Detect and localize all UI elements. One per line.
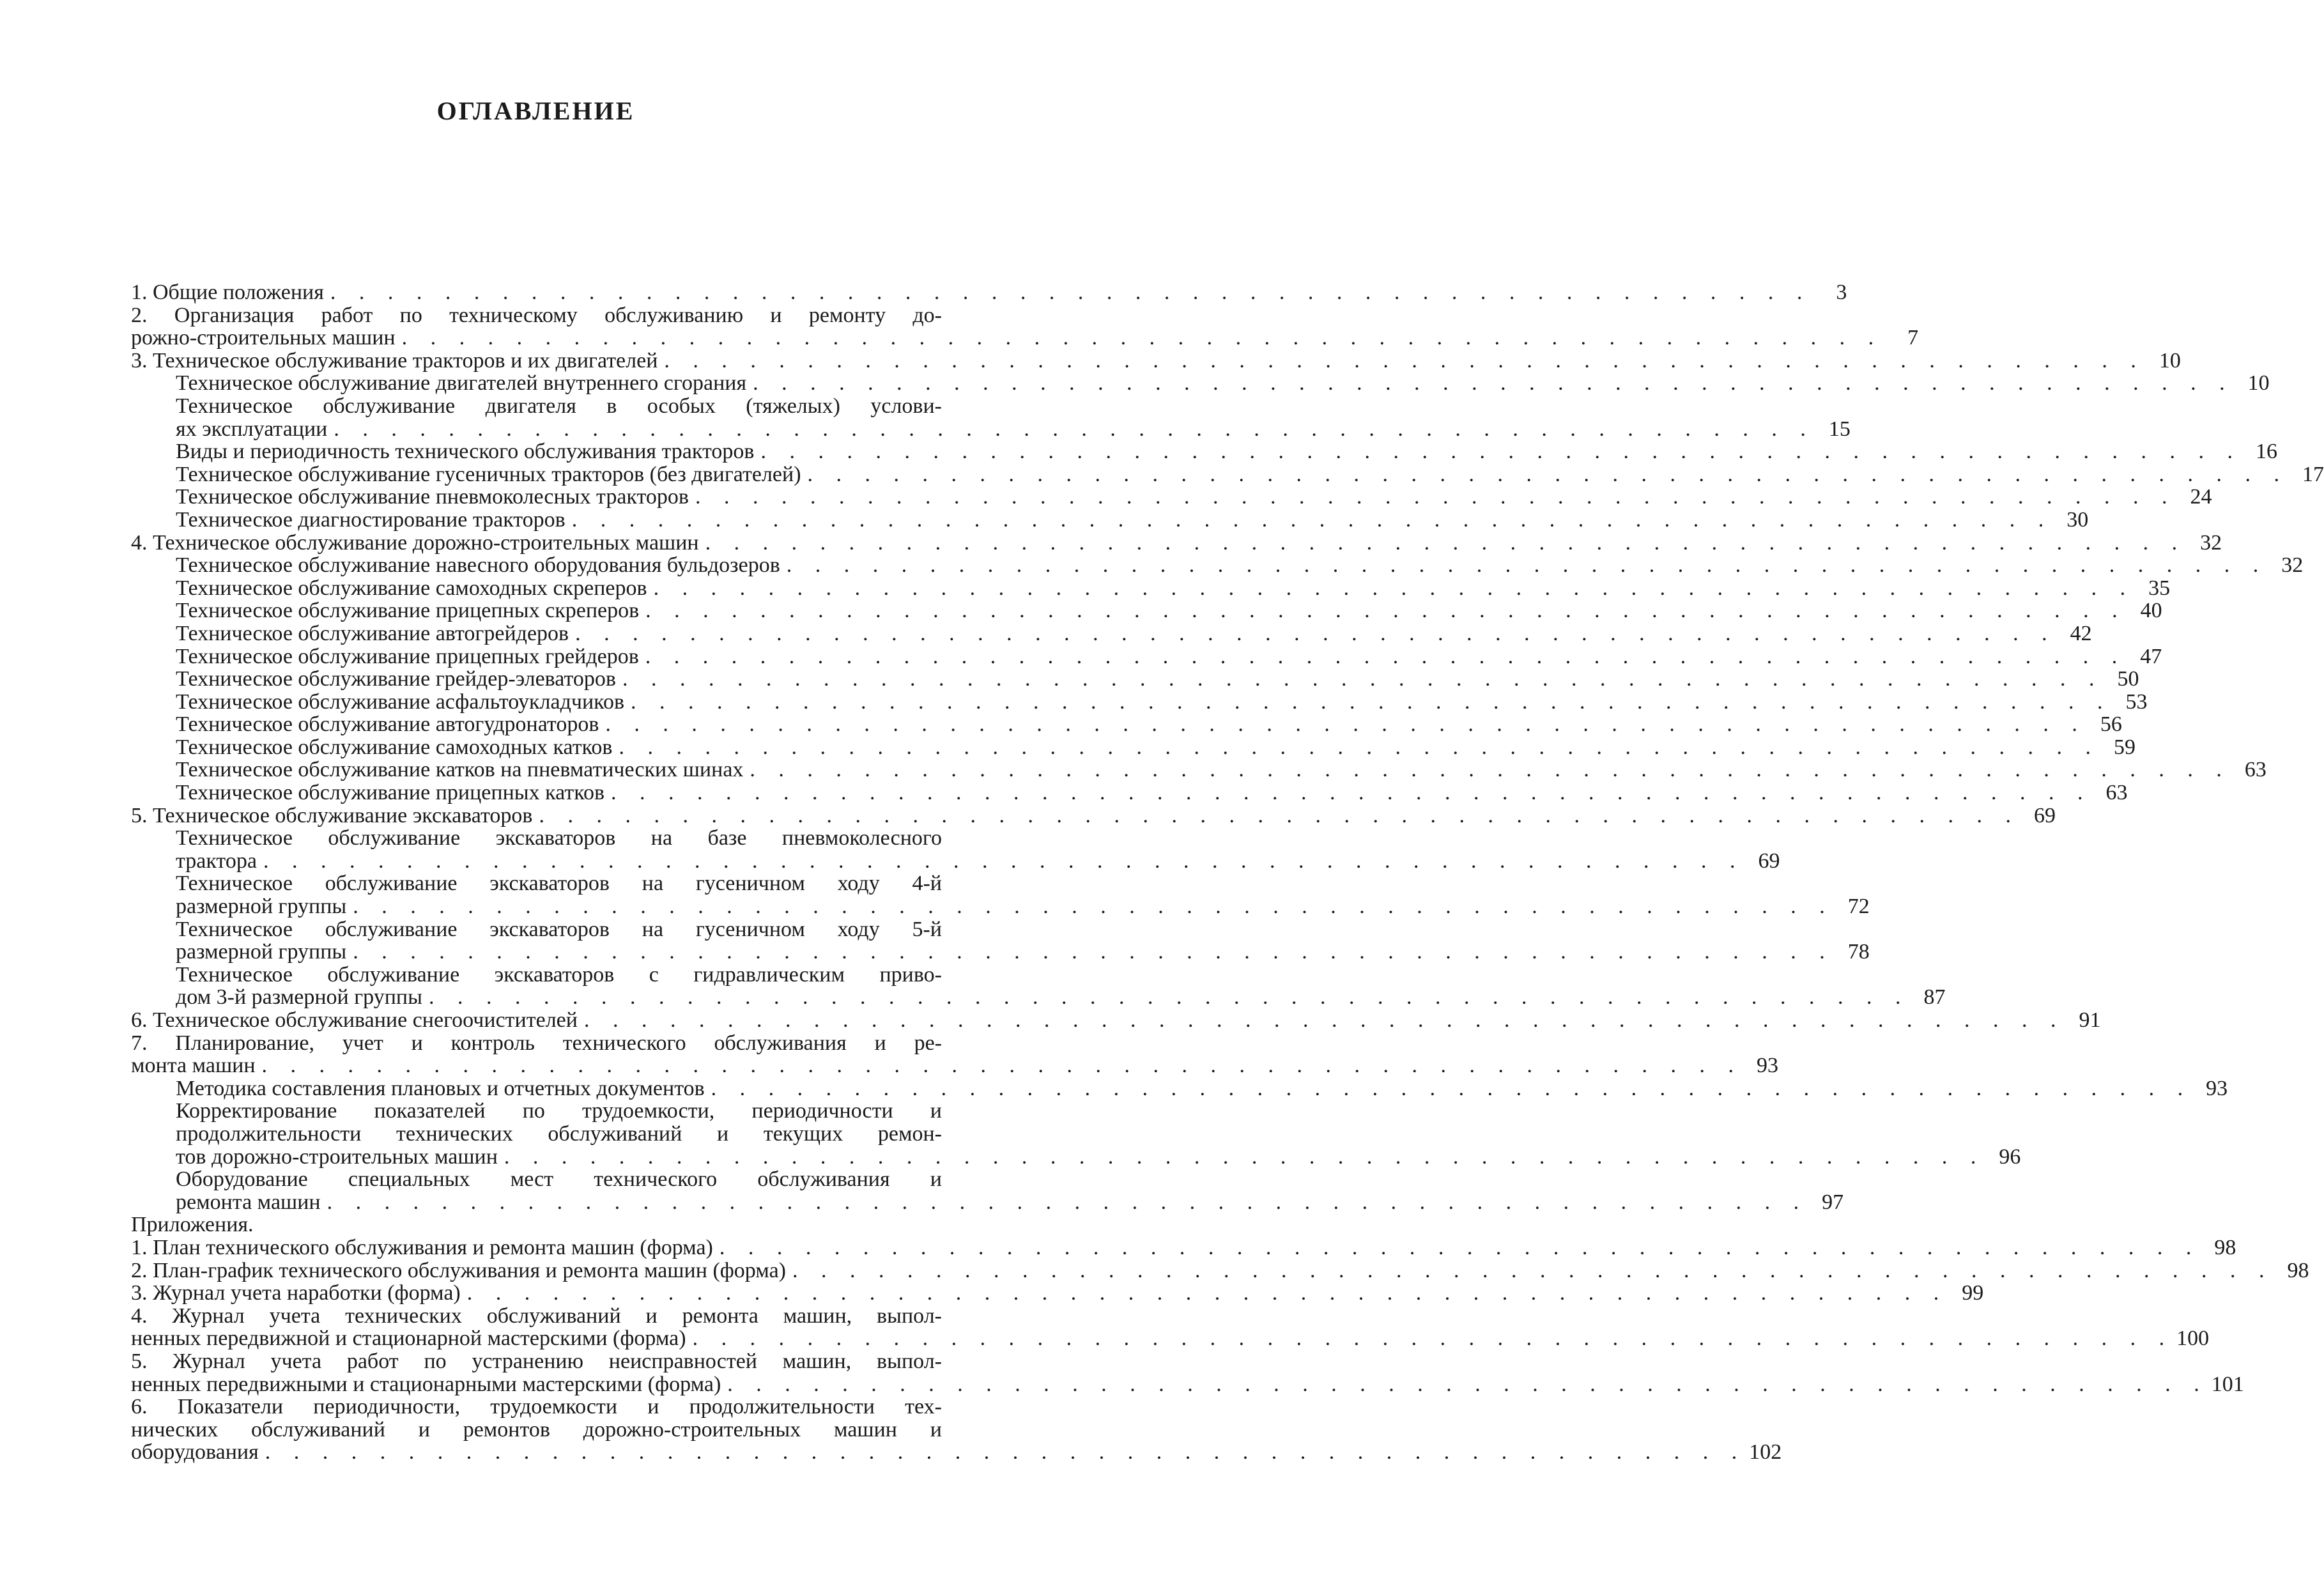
leader-dots: . . . . . . . . . . . . . . . . . . . . . . . . . . . . . . . . . . . . . . . . . . . . . . . . . . . . (605, 712, 2086, 737)
toc-entry-line (131, 1168, 978, 1191)
toc-entry-line (131, 1190, 1844, 1214)
toc-page-number: 69 (1758, 849, 1780, 873)
toc-entry-text: Техническое обслуживание асфальтоукладчиков (176, 689, 625, 714)
toc-entry (131, 1167, 1844, 1214)
leader-dots: . . . . . . . . . . . . . . . . . . . . . . . . . . . . . . . . . . . . . . . . . . . . . . . . . . . . (711, 1076, 2192, 1100)
leader-dots: . . . . . . . . . . . . . . . . . . . . . . . . . . . . . . . . . . . . . . . . . . . . . . . . . . . . (571, 507, 2053, 532)
toc-page-number: 97 (1822, 1190, 1844, 1214)
toc-entry-line (131, 1076, 2228, 1100)
leader-dots: . . . . . . . . . . . . . . . . . . . . . . . . . . . . . . . . . . . . . . . . . . . . . . . . . . . . (265, 1440, 1746, 1465)
toc-entry (131, 1303, 2210, 1351)
toc-entry (131, 1008, 2101, 1032)
toc-entry-text: Техническое обслуживание экскаваторов с гидравлическим приво- (176, 962, 942, 987)
toc-entry-text: 4. Техническое обслуживание дорожно-строительных машин (131, 530, 699, 555)
toc-entry-text: 6. Показатели периодичности, трудоемкости и продолжительности тех- (131, 1395, 942, 1419)
toc-section-heading: Приложения. (131, 1213, 254, 1237)
toc-entry-text: 5. Журнал учета работ по устранению неисправностей машин, выпол- (131, 1349, 942, 1373)
toc-page-number: 87 (1923, 985, 1946, 1010)
toc-page-number: 99 (1962, 1281, 1984, 1305)
toc-page-number: 40 (2140, 599, 2162, 623)
toc-entry-line (131, 918, 978, 941)
leader-dots: . . . . . . . . . . . . . . . . . . . . . . . . . . . . . . . . . . . . . . . . . . . . . . . . . . . . (619, 735, 2100, 759)
toc-page-number: 50 (2117, 667, 2139, 691)
toc-entry-line (131, 304, 978, 327)
toc-entry-text: Техническое обслуживание прицепных грейдеров (176, 644, 639, 668)
toc-entry-line (131, 371, 2270, 396)
toc-entry (131, 872, 1870, 919)
toc-page-number: 56 (2100, 712, 2122, 737)
leader-dots: . . . . . . . . . . . . . . . . . . . . . . . . . . . . . . . . . . . . . . . . . . . . . . . . . . . . (692, 1326, 2174, 1351)
toc-entry (131, 644, 2162, 668)
toc-entry (131, 781, 2128, 805)
toc-entry-line (131, 1054, 1779, 1078)
toc-page-number: 96 (1999, 1144, 2021, 1169)
leader-dots: . . . . . . . . . . . . . . . . . . . . . . . . . . . . . . . . . . . . . . . . . . . . . . . . . . . . (353, 940, 1834, 964)
toc-entry (131, 485, 2212, 509)
toc-entry-line (131, 895, 1870, 919)
toc-entry-line (131, 348, 2181, 373)
toc-entry (131, 712, 2122, 737)
toc-page-number: 98 (2287, 1258, 2309, 1282)
toc-entry (131, 1235, 2236, 1259)
toc-entry-line (131, 553, 2304, 578)
toc-entry-text: Корректирование показателей по трудоемкости, периодичности и (176, 1099, 942, 1123)
toc-entry (131, 1076, 2228, 1100)
leader-dots: . . . . . . . . . . . . . . . . . . . . . . . . . . . . . . . . . . . . . . . . . . . . . . . . . . . . (645, 644, 2127, 668)
toc-entry-text: ненных передвижными и стационарными мастерскими (форма) (131, 1372, 721, 1396)
toc-page-number: 98 (2214, 1235, 2236, 1259)
toc-entry (131, 1031, 1779, 1078)
toc-entry-text: размерной группы (176, 940, 347, 964)
leader-dots: . . . . . . . . . . . . . . . . . . . . . . . . . . . . . . . . . . . . . . . . . . . . . . . . . . . . (631, 689, 2112, 714)
toc-entry-line (131, 1372, 2244, 1396)
toc-page-number: 93 (1757, 1054, 1779, 1078)
toc-page-number: 42 (2070, 621, 2092, 645)
toc-page-number: 69 (2033, 803, 2056, 827)
toc-entry-line (131, 712, 2122, 737)
toc-entry-text: Техническое обслуживание пневмоколесных тракторов (176, 485, 689, 509)
toc-entry (131, 826, 1780, 873)
toc-entry-line (131, 395, 978, 418)
leader-dots: . . . . . . . . . . . . . . . . . . . . . . . . . . . . . . . . . . . . . . . . . . . . . . . . . . . . (428, 985, 1910, 1010)
toc-entry-line (131, 735, 2135, 759)
toc-entry-text: Техническое обслуживание экскаваторов на гусеничном ходу 4-й (176, 872, 942, 896)
toc-entry (131, 962, 1946, 1010)
toc-entry (131, 394, 1851, 441)
toc-entry-text: трактора (176, 849, 257, 873)
toc-page-number: 91 (2079, 1008, 2101, 1032)
toc-page-number: 15 (1828, 417, 1851, 441)
toc-entry-line (131, 1281, 1984, 1305)
toc-entry-line (131, 1144, 2021, 1169)
toc-entry-text: дом 3-й размерной группы (176, 985, 422, 1010)
toc-page-number: 32 (2281, 553, 2304, 578)
toc-entry-line (131, 507, 2089, 532)
toc-page-number: 32 (2200, 530, 2222, 555)
toc-entry-text: продолжительности технических обслуживаний и текущих ремон- (176, 1121, 942, 1146)
toc-page-number: 30 (2066, 507, 2089, 532)
toc-entry-line (131, 1396, 978, 1419)
toc-entry-text: Техническое обслуживание автогудронаторов (176, 712, 599, 737)
toc-entry (131, 917, 1870, 964)
leader-dots: . . . . . . . . . . . . . . . . . . . . . . . . . . . . . . . . . . . . . . . . . . . . . . . . . . . . (261, 1054, 1743, 1078)
toc-entry (131, 281, 1847, 304)
toc-page-number: 7 (1907, 326, 1919, 350)
toc-entry (131, 507, 2089, 532)
toc-entry-line (131, 1235, 2236, 1259)
toc-entry-line (131, 1258, 2309, 1282)
toc-entry (131, 440, 2277, 464)
toc-entry-line (131, 1100, 978, 1123)
toc-entry-text: Техническое обслуживание прицепных катков (176, 781, 605, 805)
leader-dots: . . . . . . . . . . . . . . . . . . . . . . . . . . . . . . . . . . . . . . . . . . . . . . . . . . . . (330, 281, 1812, 304)
toc-entry-line (131, 1419, 978, 1442)
toc-page-number: 63 (2244, 758, 2266, 782)
toc-entry-line (131, 827, 978, 850)
leader-dots: . . . . . . . . . . . . . . . . . . . . . . . . . . . . . . . . . . . . . . . . . . . . . . . . . . . . (466, 1281, 1948, 1305)
toc-page-number: 35 (2148, 576, 2171, 600)
toc-page-number: 16 (2255, 440, 2277, 464)
toc-entry (131, 371, 2270, 396)
toc-entry-line (131, 940, 1870, 964)
toc-entry-text: 2. Организация работ по техническому обслуживанию и ремонту до- (131, 303, 942, 327)
leader-dots: . . . . . . . . . . . . . . . . . . . . . . . . . . . . . . . . . . . . . . . . . . . . . . . . . . . . (727, 1372, 2208, 1396)
toc-entry (131, 758, 2266, 782)
leader-dots: . . . . . . . . . . . . . . . . . . . . . . . . . . . . . . . . . . . . . . . . . . . . . . . . . . . . (263, 849, 1744, 873)
toc-entry (131, 1213, 978, 1236)
toc-entry-line (131, 1305, 978, 1328)
toc-entry-text: Виды и периодичность технического обслуживания тракторов (176, 440, 755, 464)
toc-entry-text: Техническое обслуживание катков на пневматических шинах (176, 758, 744, 782)
toc-entry-line (131, 644, 2162, 668)
toc-entry-text: Техническое обслуживание двигателя в особых (тяжелых) услови- (176, 394, 942, 418)
toc-entry-text: ях эксплуатации (176, 417, 328, 441)
toc-entry (131, 803, 2056, 827)
toc-entry-line (131, 803, 2056, 827)
toc-entry-text: 5. Техническое обслуживание экскаваторов (131, 803, 533, 827)
leader-dots: . . . . . . . . . . . . . . . . . . . . . . . . . . . . . . . . . . . . . . . . . . . . . . . . . . . . (401, 326, 1883, 350)
toc-entry-line (131, 440, 2277, 464)
toc-page-number: 47 (2140, 644, 2162, 668)
toc-page-number: 63 (2105, 781, 2128, 805)
toc-entry-text: ремонта машин (176, 1190, 321, 1214)
leader-dots: . . . . . . . . . . . . . . . . . . . . . . . . . . . . . . . . . . . . . . . . . . . . . . . . . . . . (575, 621, 2056, 645)
toc-entry-line (131, 985, 1946, 1010)
toc-entry-line (131, 689, 2148, 714)
toc-entry (131, 1258, 2309, 1282)
toc-entry-line (131, 1326, 2210, 1351)
toc-entry-text: 1. Общие положения (131, 281, 324, 304)
toc-entry-line (131, 1350, 978, 1373)
toc-page-number: 72 (1847, 895, 1870, 919)
toc-page-number: 10 (2247, 371, 2270, 396)
toc-page-number: 3 (1836, 281, 1847, 304)
toc-entry-text: ненных передвижной и стационарной мастерскими (форма) (131, 1326, 686, 1351)
toc-entry-line (131, 576, 2171, 600)
toc-page-number: 93 (2206, 1076, 2228, 1100)
toc-entry-line (131, 667, 2139, 691)
toc-entry (131, 1395, 1782, 1465)
toc-entry-text: Техническое обслуживание прицепных скреперов (176, 599, 640, 623)
toc-entry-text: рожно-строительных машин (131, 326, 396, 350)
table-of-contents (131, 281, 2324, 1465)
toc-entry (131, 689, 2148, 714)
leader-dots: . . . . . . . . . . . . . . . . . . . . . . . . . . . . . . . . . . . . . . . . . . . . . . . . . . . . (611, 781, 2092, 805)
toc-entry-line (131, 621, 2092, 645)
leader-dots: . . . . . . . . . . . . . . . . . . . . . . . . . . . . . . . . . . . . . . . . . . . . . . . . . . . . (504, 1144, 1985, 1169)
leader-dots: . . . . . . . . . . . . . . . . . . . . . . . . . . . . . . . . . . . . . . . . . . . . . . . . . . . . (645, 599, 2127, 623)
toc-entry (131, 1281, 1984, 1305)
toc-entry-line (131, 1440, 1782, 1465)
toc-entry-text: оборудования (131, 1440, 259, 1465)
toc-entry-text: Техническое обслуживание самоходных катков (176, 735, 613, 759)
leader-dots: . . . . . . . . . . . . . . . . . . . . . . . . . . . . . . . . . . . . . . . . . . . . . . . . . . . . (753, 371, 2234, 396)
toc-page-number: 101 (2211, 1372, 2244, 1396)
toc-entry-text: Методика составления плановых и отчетных документов (176, 1076, 705, 1100)
toc-entry (131, 462, 2324, 486)
toc-entry (131, 1349, 2244, 1396)
toc-entry-line (131, 281, 1847, 304)
leader-dots: . . . . . . . . . . . . . . . . . . . . . . . . . . . . . . . . . . . . . . . . . . . . . . . . . . . . (353, 895, 1834, 919)
toc-entry (131, 530, 2222, 555)
leader-dots: . . . . . . . . . . . . . . . . . . . . . . . . . . . . . . . . . . . . . . . . . . . . . . . . . . . . (664, 348, 2145, 373)
toc-entry-line (131, 485, 2212, 509)
leader-dots: . . . . . . . . . . . . . . . . . . . . . . . . . . . . . . . . . . . . . . . . . . . . . . . . . . . . (539, 803, 2020, 827)
toc-entry-line (131, 964, 978, 987)
toc-entry (131, 621, 2092, 645)
toc-entry (131, 348, 2181, 373)
toc-entry-line (131, 849, 1780, 873)
toc-entry (131, 576, 2171, 600)
toc-entry-text: 1. План технического обслуживания и ремонта машин (форма) (131, 1235, 713, 1259)
leader-dots: . . . . . . . . . . . . . . . . . . . . . . . . . . . . . . . . . . . . . . . . . . . . . . . . . . . . (653, 576, 2135, 600)
toc-entry-text: 7. Планирование, учет и контроль технического обслуживания и ре- (131, 1031, 942, 1055)
toc-entry-line (131, 872, 978, 895)
toc-entry-text: 6. Техническое обслуживание снегоочистителей (131, 1008, 578, 1032)
toc-entry-text: 3. Техническое обслуживание тракторов и их двигателей (131, 348, 658, 373)
toc-entry-line (131, 1032, 978, 1055)
toc-entry-line (131, 1008, 2101, 1032)
toc-entry (131, 599, 2162, 623)
toc-entry (131, 553, 2304, 578)
toc-page-number: 24 (2190, 485, 2212, 509)
toc-entry-text: Техническое обслуживание самоходных скреперов (176, 576, 647, 600)
toc-entry-text: 3. Журнал учета наработки (форма) (131, 1281, 461, 1305)
toc-entry (131, 735, 2135, 759)
toc-entry-line (131, 758, 2266, 782)
toc-entry (131, 667, 2139, 691)
leader-dots: . . . . . . . . . . . . . . . . . . . . . . . . . . . . . . . . . . . . . . . . . . . . . . . . . . . . (719, 1235, 2201, 1259)
leader-dots: . . . . . . . . . . . . . . . . . . . . . . . . . . . . . . . . . . . . . . . . . . . . . . . . . . . . (327, 1190, 1808, 1214)
toc-entry-line (131, 530, 2222, 555)
leader-dots: . . . . . . . . . . . . . . . . . . . . . . . . . . . . . . . . . . . . . . . . . . . . . . . . . . . . (760, 440, 2242, 464)
toc-page-number: 100 (2176, 1326, 2210, 1351)
toc-entry-text: Техническое обслуживание грейдер-элеваторов (176, 667, 616, 691)
toc-entry-line (131, 599, 2162, 623)
leader-dots: . . . . . . . . . . . . . . . . . . . . . . . . . . . . . . . . . . . . . . . . . . . . . . . . . . . . (807, 462, 2289, 486)
toc-entry-line (131, 417, 1851, 441)
leader-dots: . . . . . . . . . . . . . . . . . . . . . . . . . . . . . . . . . . . . . . . . . . . . . . . . . . . . (334, 417, 1815, 441)
toc-entry-text: 4. Журнал учета технических обслуживаний и ремонта машин, выпол- (131, 1303, 942, 1328)
toc-page-number: 10 (2159, 348, 2181, 373)
toc-entry-text: Техническое обслуживание навесного оборудования бульдозеров (176, 553, 780, 578)
toc-entry-text: Техническое обслуживание автогрейдеров (176, 621, 569, 645)
leader-dots: . . . . . . . . . . . . . . . . . . . . . . . . . . . . . . . . . . . . . . . . . . . . . . . . . . . . (695, 485, 2176, 509)
toc-page-number: 17 (2302, 462, 2324, 486)
toc-page-number: 78 (1847, 940, 1870, 964)
toc-entry-text: монта машин (131, 1054, 256, 1078)
toc-page-number: 53 (2125, 689, 2148, 714)
toc-entry-text: Техническое обслуживание экскаваторов на гусеничном ходу 5-й (176, 917, 942, 941)
toc-entry-text: Техническое обслуживание гусеничных тракторов (без двигателей) (176, 462, 801, 486)
toc-entry (131, 303, 1919, 350)
leader-dots: . . . . . . . . . . . . . . . . . . . . . . . . . . . . . . . . . . . . . . . . . . . . . . . . . . . . (786, 553, 2268, 578)
toc-entry (131, 1099, 2021, 1169)
leader-dots: . . . . . . . . . . . . . . . . . . . . . . . . . . . . . . . . . . . . . . . . . . . . . . . . . . . . (750, 758, 2231, 782)
toc-entry-text: 2. План-график технического обслуживания и ремонта машин (форма) (131, 1258, 786, 1282)
toc-entry-text: Техническое обслуживание экскаваторов на базе пневмоколесного (176, 826, 942, 850)
toc-entry-text: Техническое диагностирование тракторов (176, 507, 566, 532)
toc-entry-line (131, 462, 2324, 486)
toc-entry-text: нических обслуживаний и ремонтов дорожно-строительных машин и (131, 1417, 942, 1442)
page-title: ОГЛАВЛЕНИЕ (436, 96, 635, 125)
toc-entry-line (131, 326, 1919, 350)
leader-dots: . . . . . . . . . . . . . . . . . . . . . . . . . . . . . . . . . . . . . . . . . . . . . . . . . . . . (705, 530, 2187, 555)
leader-dots: . . . . . . . . . . . . . . . . . . . . . . . . . . . . . . . . . . . . . . . . . . . . . . . . . . . . (792, 1258, 2274, 1282)
toc-entry-text: размерной группы (176, 895, 347, 919)
toc-entry-line (131, 781, 2128, 805)
toc-page-number: 59 (2113, 735, 2135, 759)
toc-entry-text: Оборудование специальных мест технического обслуживания и (176, 1167, 942, 1192)
leader-dots: . . . . . . . . . . . . . . . . . . . . . . . . . . . . . . . . . . . . . . . . . . . . . . . . . . . . (583, 1008, 2065, 1032)
toc-entry-text: Техническое обслуживание двигателей внутреннего сгорания (176, 371, 747, 396)
toc-entry-line (131, 1123, 978, 1146)
toc-entry-text: тов дорожно-строительных машин (176, 1144, 498, 1169)
toc-page-number: 102 (1749, 1440, 1782, 1465)
leader-dots: . . . . . . . . . . . . . . . . . . . . . . . . . . . . . . . . . . . . . . . . . . . . . . . . . . . . (622, 667, 2104, 691)
